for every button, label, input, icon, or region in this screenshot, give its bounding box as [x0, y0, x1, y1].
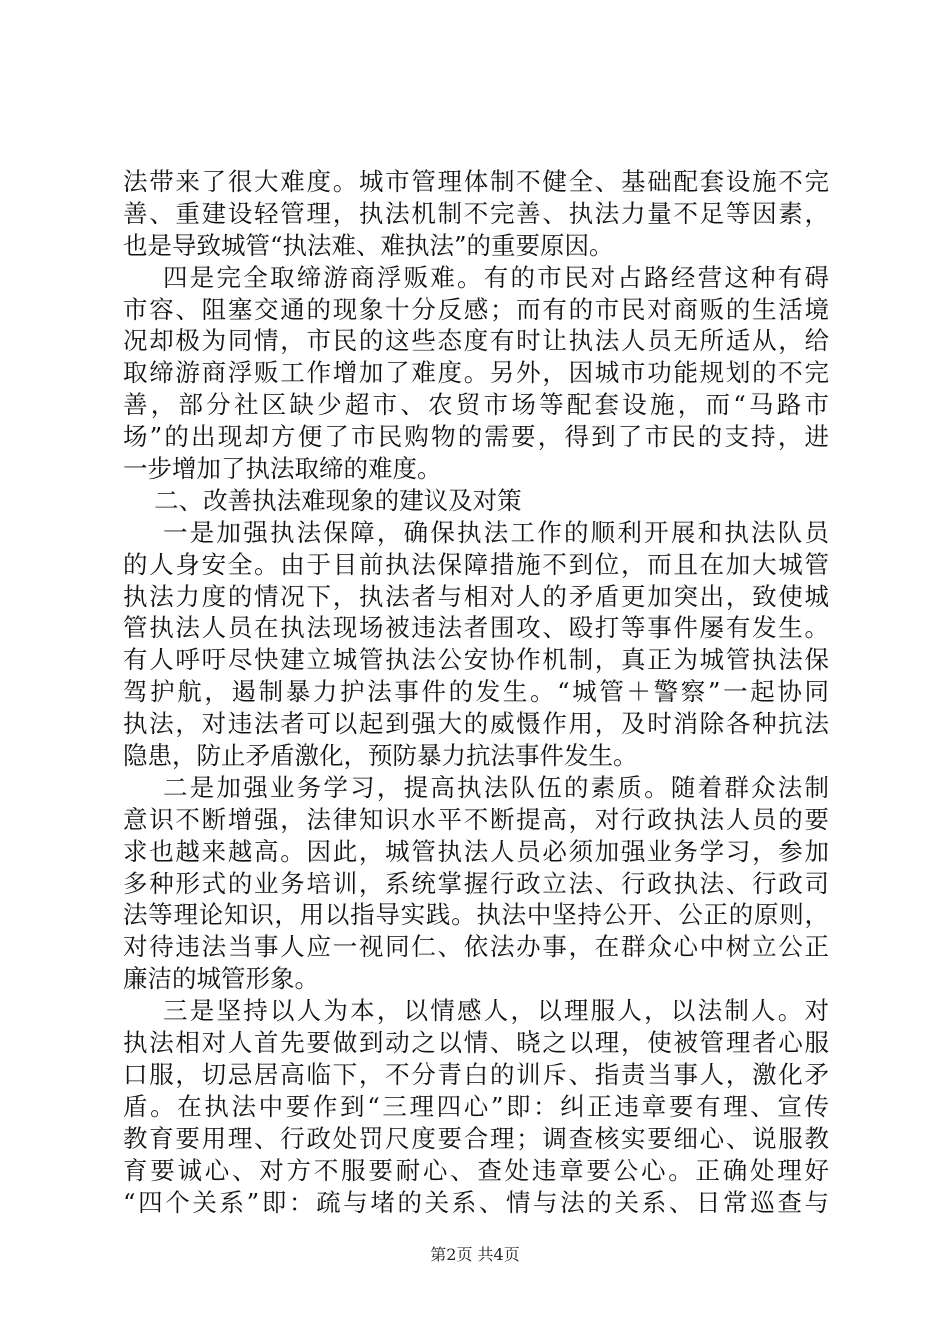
text-line: 教育要用理、行政处罚尺度要合理；调查核实要细心、说服教	[123, 1123, 829, 1153]
text-line: 三是坚持以人为本，以情感人，以理服人，以法制人。对	[123, 996, 829, 1026]
text-line: 二、改善执法难现象的建议及对策	[123, 485, 522, 515]
text-line: 隐患，防止矛盾激化，预防暴力抗法事件发生。	[123, 741, 638, 771]
text-line: 一是加强执法保障，确保执法工作的顺利开展和执法队员	[123, 517, 829, 547]
text-line: 善、重建设轻管理，执法机制不完善、执法力量不足等因素，	[123, 198, 829, 228]
text-line: 二是加强业务学习，提高执法队伍的素质。随着群众法制	[123, 772, 829, 802]
text-line: 育要诚心、对方不服要耐心、查处违章要公心。正确处理好	[123, 1155, 829, 1185]
text-line: 有人呼吁尽快建立城管执法公安协作机制，真正为城管执法保	[123, 645, 829, 675]
text-line: 盾。在执法中要作到“三理四心”即：纠正违章要有理、宣传	[123, 1091, 829, 1121]
text-line: 取缔游商浮贩工作增加了难度。另外，因城市功能规划的不完	[123, 358, 829, 388]
text-line: 法带来了很大难度。城市管理体制不健全、基础配套设施不完	[123, 167, 829, 196]
body-text	[123, 166, 829, 1218]
text-line: 廉洁的城管形象。	[123, 964, 319, 994]
text-line: 场”的出现却方便了市民购物的需要，得到了市民的支持，进	[123, 422, 829, 452]
text-line: 法等理论知识，用以指导实践。执法中坚持公开、公正的原则，	[123, 900, 829, 930]
text-line: 也是导致城管“执法难、难执法”的重要原因。	[123, 230, 614, 260]
text-line: 况却极为同情，市民的这些态度有时让执法人员无所适从，给	[123, 326, 829, 356]
page-footer: 第2页 共4页	[430, 1245, 520, 1264]
text-line: 执法，对违法者可以起到强大的威慑作用，及时消除各种抗法	[123, 709, 829, 739]
text-line: 的人身安全。由于目前执法保障措施不到位，而且在加大城管	[123, 549, 829, 579]
text-line: 四是完全取缔游商浮贩难。有的市民对占路经营这种有碍	[123, 262, 829, 292]
text-line: 多种形式的业务培训，系统掌握行政立法、行政执法、行政司	[123, 868, 829, 898]
text-line: 一步增加了执法取缔的难度。	[123, 454, 442, 484]
text-line: 口服，切忌居高临下，不分青白的训斥、指责当事人，激化矛	[123, 1059, 829, 1089]
text-line: 善，部分社区缺少超市、农贸市场等配套设施，而“马路市	[123, 390, 829, 420]
text-line: 对待违法当事人应一视同仁、依法办事，在群众心中树立公正	[123, 932, 829, 962]
text-line: 管执法人员在执法现场被违法者围攻、殴打等事件屡有发生。	[123, 613, 829, 643]
text-line: 市容、阻塞交通的现象十分反感；而有的市民对商贩的生活境	[123, 294, 829, 324]
text-line: 驾护航，遏制暴力护法事件的发生。“城管＋警察”一起协同	[123, 677, 829, 707]
text-line: 求也越来越高。因此，城管执法人员必须加强业务学习，参加	[123, 836, 829, 866]
text-line: 执法相对人首先要做到动之以情、晓之以理，使被管理者心服	[123, 1028, 829, 1058]
text-line: 执法力度的情况下，执法者与相对人的矛盾更加突出，致使城	[123, 581, 829, 611]
text-line: “四个关系”即：疏与堵的关系、情与法的关系、日常巡查与	[123, 1187, 829, 1217]
text-line: 意识不断增强，法律知识水平不断提高，对行政执法人员的要	[123, 804, 829, 834]
